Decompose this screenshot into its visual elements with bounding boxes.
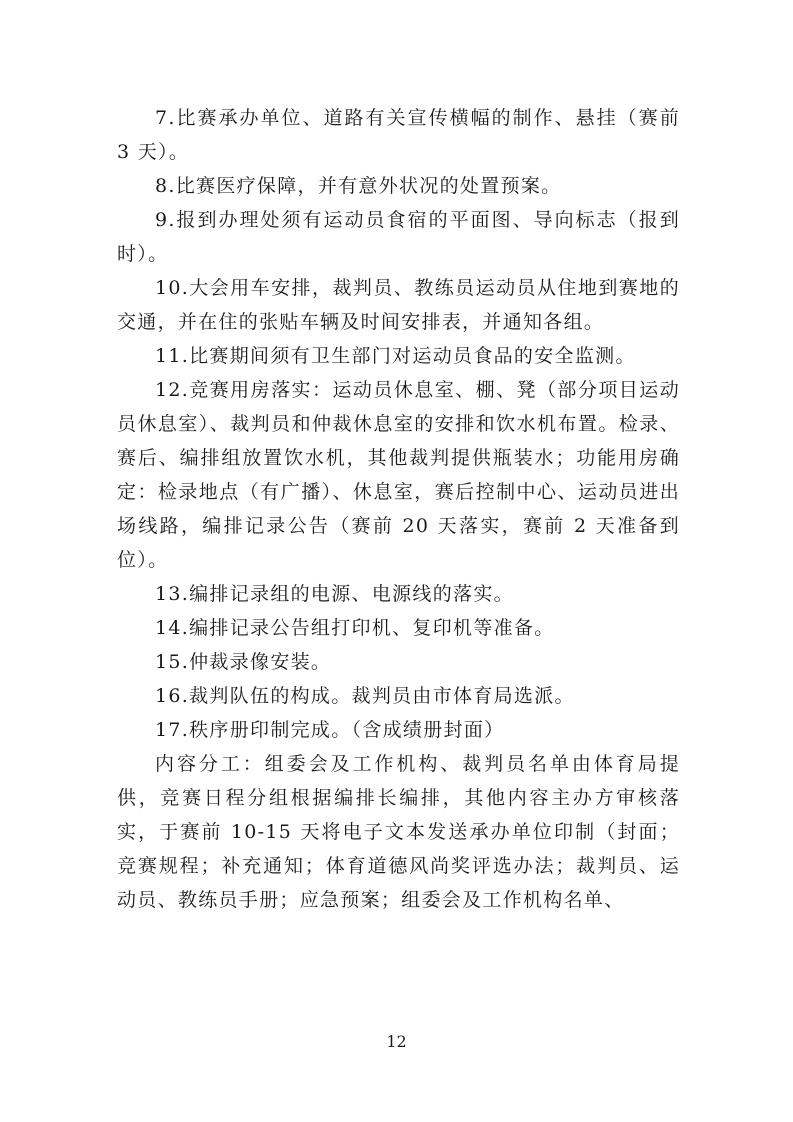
paragraph-item-15: 15.仲裁录像安装。	[155, 651, 332, 673]
paragraph-item-14: 14.编排记录公告组打印机、复印机等准备。	[155, 617, 555, 639]
paragraph-item-9: 9.报到办理处须有运动员食宿的平面图、导向标志（报到时）。	[117, 209, 680, 265]
page-number: 12	[386, 1032, 407, 1051]
document-body	[117, 101, 680, 917]
paragraph-item-13: 13.编排记录组的电源、电源线的落实。	[155, 583, 514, 605]
paragraph-item-16: 16.裁判队伍的构成。裁判员由市体育局选派。	[155, 685, 575, 707]
paragraph-item-8: 8.比赛医疗保障，并有意外状况的处置预案。	[155, 175, 562, 197]
paragraph-item-12: 12.竞赛用房落实：运动员休息室、棚、凳（部分项目运动员休息室）、裁判员和仲裁休息室的安排和饮水机布置。检录、赛后、编排组放置饮水机，其他裁判提供瓶装水；功能用房确定：检录地点（有广播）、休息室，赛后控制中心、运动员进出场线路，编排记录公告（赛前 20 天落实，赛前 2 天准备到位）。	[117, 379, 680, 571]
paragraph-item-11: 11.比赛期间须有卫生部门对运动员食品的安全监测。	[155, 345, 636, 367]
paragraph-item-17: 17.秩序册印制完成。（含成绩册封面）	[155, 719, 505, 741]
paragraph-content-division: 内容分工：组委会及工作机构、裁判员名单由体育局提供，竞赛日程分组根据编排长编排，其他内容主办方审核落实，于赛前 10-15 天将电子文本发送承办单位印制（封面；竞赛规程；补充通知；体育道德风尚奖评选办法；裁判员、运动员、教练员手册；应急预案；组委会及工作机构名单、	[117, 753, 680, 911]
paragraph-item-10: 10.大会用车安排，裁判员、教练员运动员从住地到赛地的交通，并在住的张贴车辆及时间安排表，并通知各组。	[117, 277, 680, 333]
paragraph-item-7: 7.比赛承办单位、道路有关宣传横幅的制作、悬挂（赛前 3 天）。	[117, 107, 680, 163]
